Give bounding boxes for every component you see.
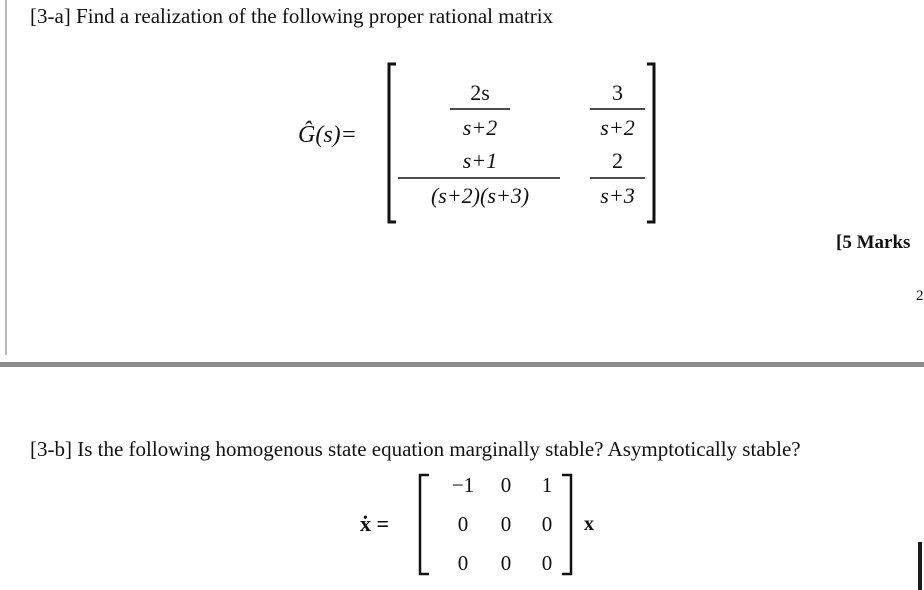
edge-digit: 2 bbox=[916, 288, 924, 304]
entry-12-numerator: 3 bbox=[612, 80, 623, 105]
question-a-prompt: [3-a] Find a realization of the following proper rational matrix bbox=[30, 4, 554, 28]
entry-21-numerator: s+1 bbox=[462, 148, 498, 173]
marks-label: [5 Marks bbox=[836, 232, 911, 253]
state-matrix-cell-12: 0 bbox=[500, 473, 512, 497]
state-matrix-cell-11: −1 bbox=[451, 473, 475, 497]
entry-21-denominator: (s+2)(s+3) bbox=[430, 183, 530, 208]
state-matrix-cell-32: 0 bbox=[500, 551, 512, 575]
state-matrix-cell-13: 1 bbox=[541, 473, 553, 497]
state-matrix-cell-33: 0 bbox=[541, 551, 553, 575]
entry-11-denominator: s+2 bbox=[462, 115, 498, 140]
text-cursor bbox=[918, 542, 922, 590]
transfer-matrix-lhs: Ĝ(s)= bbox=[298, 122, 357, 148]
state-matrix-cell-22: 0 bbox=[500, 512, 512, 536]
state-matrix-cell-23: 0 bbox=[541, 512, 553, 536]
entry-22-denominator: s+3 bbox=[600, 183, 635, 208]
state-vector-x: x bbox=[584, 513, 594, 535]
entry-12-denominator: s+2 bbox=[600, 115, 635, 140]
state-matrix-cell-31: 0 bbox=[457, 551, 469, 575]
entry-22-numerator: 2 bbox=[612, 148, 623, 173]
state-equation-lhs: ẋ = bbox=[360, 511, 390, 536]
question-b-prompt: [3-b] Is the following homogenous state equation marginally stable? Asymptotically stable? bbox=[30, 437, 801, 461]
entry-11-numerator: 2s bbox=[470, 80, 490, 105]
state-matrix-cell-21: 0 bbox=[457, 512, 469, 536]
